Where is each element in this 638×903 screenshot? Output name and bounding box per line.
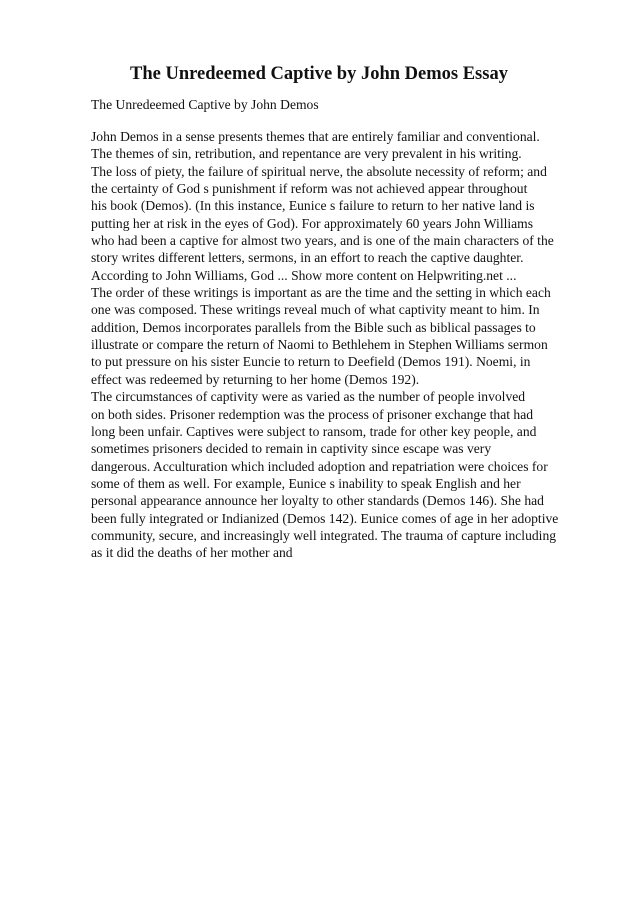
essay-title: The Unredeemed Captive by John Demos Essay [130,64,508,84]
body-line: who had been a captive for almost two years, and is one of the main characters of the [91,233,554,249]
body-line: his book (Demos). (In this instance, Eunice s failure to return to her native land is [91,198,535,214]
body-line: According to John Williams, God ... Show more content on Helpwriting.net ... [91,267,517,283]
body-line: addition, Demos incorporates parallels from the Bible such as biblical passages to [91,319,536,335]
body-line: community, secure, and increasingly well integrated. The trauma of capture including [91,527,557,543]
body-line: the certainty of God s punishment if reform was not achieved appear throughout [91,181,528,197]
body-line: on both sides. Prisoner redemption was the process of prisoner exchange that had [91,406,534,422]
body-line: The loss of piety, the failure of spiritual nerve, the absolute necessity of reform; and [91,163,547,179]
body-line: personal appearance announce her loyalty to other standards (Demos 146). She had [91,493,544,509]
body-line: The circumstances of captivity were as varied as the number of people involved [91,389,526,405]
essay-body [91,128,611,562]
body-line: John Demos in a sense presents themes that are entirely familiar and conventional. [91,129,540,144]
body-line: The themes of sin, retribution, and repentance are very prevalent in his writing. [91,146,522,162]
body-line: as it did the deaths of her mother and [91,545,293,561]
body-line: long been unfair. Captives were subject to ransom, trade for other key people, and [91,423,537,439]
essay-subtitle: The Unredeemed Captive by John Demos [91,97,319,112]
body-line: to put pressure on his sister Euncie to return to Deefield (Demos 191). Noemi, in [91,354,531,370]
body-line: illustrate or compare the return of Naomi to Bethlehem in Stephen Williams sermon [91,337,548,353]
body-line: putting her at risk in the eyes of God). For approximately 60 years John Williams [91,215,534,231]
body-line: story writes different letters, sermons, in an effort to reach the captive daughter. [91,250,524,266]
body-line: effect was redeemed by returning to her home (Demos 192). [91,371,420,387]
body-line: dangerous. Acculturation which included adoption and repatriation were choices for [91,458,548,474]
body-line: some of them as well. For example, Eunice s inability to speak English and her [91,475,521,491]
body-line: The order of these writings is important as are the time and the setting in which each [91,285,551,301]
body-line: been fully integrated or Indianized (Demos 142). Eunice comes of age in her adoptive [91,510,559,526]
body-line: one was composed. These writings reveal much of what captivity meant to him. In [91,302,540,318]
body-line: sometimes prisoners decided to remain in captivity since escape was very [91,441,492,457]
